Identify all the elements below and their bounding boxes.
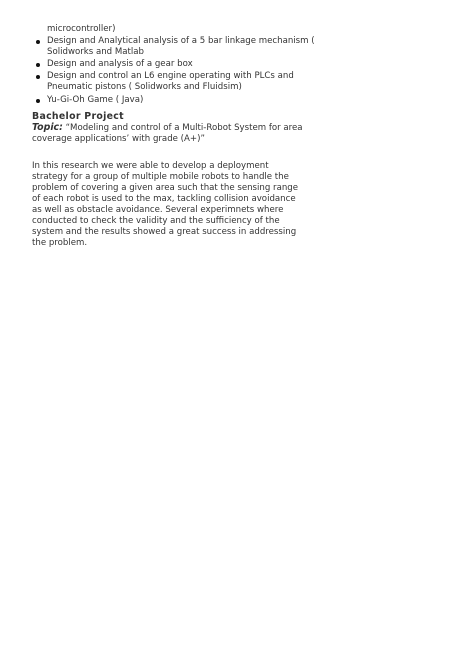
- section-heading: Bachelor Project: [32, 111, 124, 122]
- continued-text: microcontroller): [47, 24, 116, 34]
- project-list: [32, 36, 322, 107]
- list-item-text: Yu-Gi-Oh Game ( Java): [47, 94, 144, 105]
- list-item-text: Design and Analytical analysis of a 5 bar linkage mechanism ( Solidworks and Matlab: [47, 36, 315, 57]
- list-item: [32, 95, 322, 106]
- bullet-icon: [36, 40, 40, 44]
- topic-text: “Modeling and control of a Multi-Robot System for area coverage applications’ with grade (A+)”: [32, 123, 303, 144]
- bullet-icon: [36, 99, 40, 103]
- project-abstract: In this research we were able to develop a deployment strategy for a group of multiple mobile robots to handle the problem of covering a given area such that the sensing range of each robot is used to the max, tackling collision avoidance as well as obstacle avoidance. Several experimnets where conducted to check the validity and the sufficiency of the system and the results showed a great success in addressing the problem.: [32, 161, 299, 248]
- list-item: [32, 59, 322, 70]
- list-item: [32, 71, 322, 93]
- bullet-icon: [36, 63, 40, 67]
- bullet-icon: [36, 75, 40, 79]
- list-item-text: Design and control an L6 engine operating with PLCs and Pneumatic pistons ( Solidworks and Fluidsim): [47, 71, 294, 93]
- list-item: [32, 36, 322, 58]
- topic-line: [32, 122, 307, 145]
- topic-label: Topic:: [32, 122, 63, 133]
- list-item-text: Design and analysis of a gear box: [47, 59, 193, 70]
